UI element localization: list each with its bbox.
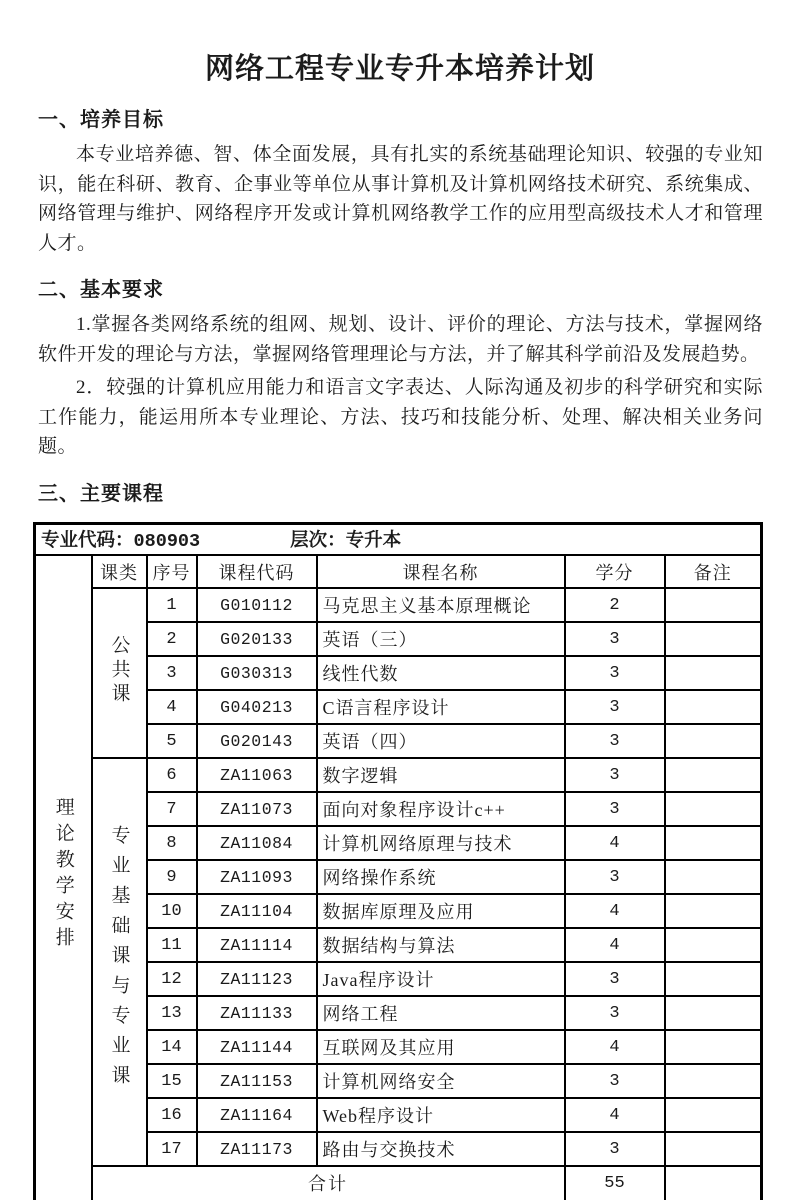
credit-cell: 4 (565, 1030, 665, 1064)
document-title: 网络工程专业专升本培养计划 (204, 53, 595, 85)
note-cell (665, 962, 762, 996)
code-cell: ZA11114 (197, 928, 317, 962)
code-cell: ZA11093 (197, 860, 317, 894)
column-header-code: 课程代码 (197, 555, 317, 588)
seq-cell: 1 (147, 588, 197, 622)
section-heading-objectives: 一、培养目标 (38, 109, 164, 131)
note-cell (665, 622, 762, 656)
course-name-cell: 数据库原理及应用 (317, 894, 565, 928)
seq-cell: 11 (147, 928, 197, 962)
code-cell: ZA11144 (197, 1030, 317, 1064)
code-cell: ZA11073 (197, 792, 317, 826)
column-header-category: 课类 (92, 555, 147, 588)
table-meta-cell (35, 523, 762, 555)
credit-cell: 3 (565, 792, 665, 826)
credit-cell: 3 (565, 758, 665, 792)
section-heading-requirements: 二、基本要求 (38, 279, 164, 301)
level-value: 专升本 (345, 531, 402, 552)
course-name-cell: 网络工程 (317, 996, 565, 1030)
seq-cell: 5 (147, 724, 197, 758)
table-total-row (35, 1166, 762, 1200)
seq-cell: 3 (147, 656, 197, 690)
course-name-cell: 网络操作系统 (317, 860, 565, 894)
code-cell: G010112 (197, 588, 317, 622)
credit-cell: 3 (565, 724, 665, 758)
course-name-cell: 马克思主义基本原理概论 (317, 588, 565, 622)
table-row (35, 758, 762, 792)
code-cell: G020133 (197, 622, 317, 656)
requirement-paragraph-1: 1.掌握各类网络系统的组网、规划、设计、评价的理论、方法与技术，掌握网络软件开发的理论与方法，掌握网络管理理论与方法，并了解其科学前沿及发展趋势。 (38, 314, 763, 365)
course-name-cell: 面向对象程序设计c++ (317, 792, 565, 826)
credit-cell: 3 (565, 962, 665, 996)
credit-cell: 3 (565, 1064, 665, 1098)
note-cell (665, 826, 762, 860)
course-name-cell: C语言程序设计 (317, 690, 565, 724)
seq-cell: 7 (147, 792, 197, 826)
group-label-cell (35, 555, 92, 1200)
seq-cell: 16 (147, 1098, 197, 1132)
note-cell (665, 1098, 762, 1132)
category-label-professional: 专业基础课与专业课 (108, 824, 130, 1095)
column-header-credits: 学分 (565, 555, 665, 588)
seq-cell: 10 (147, 894, 197, 928)
column-header-seq: 序号 (147, 555, 197, 588)
column-header-name: 课程名称 (317, 555, 565, 588)
seq-cell: 4 (147, 690, 197, 724)
code-cell: ZA11084 (197, 826, 317, 860)
credit-cell: 4 (565, 826, 665, 860)
total-label-cell: 合计 (92, 1166, 565, 1200)
note-cell (665, 894, 762, 928)
seq-cell: 8 (147, 826, 197, 860)
category-cell-public (92, 588, 147, 758)
code-cell: ZA11063 (197, 758, 317, 792)
course-name-cell: 互联网及其应用 (317, 1030, 565, 1064)
course-table (33, 522, 763, 1200)
major-code-value: 080903 (133, 531, 201, 553)
code-cell: G020143 (197, 724, 317, 758)
code-cell: ZA11104 (197, 894, 317, 928)
objectives-paragraph: 本专业培养德、智、体全面发展，具有扎实的系统基础理论知识、较强的专业知识，能在科研、教育、企事业等单位从事计算机及计算机网络技术研究、系统集成、网络管理与维护、网络程序开发或计算机网络教学工作的应用型高级技术人才和管理人才。 (38, 144, 763, 254)
code-cell: ZA11133 (197, 996, 317, 1030)
level-label: 层次： (290, 531, 346, 552)
course-name-cell: 路由与交换技术 (317, 1132, 565, 1166)
requirement-paragraph-2: 2．较强的计算机应用能力和语言文字表达、人际沟通及初步的科学研究和实际工作能力，能运用所本专业理论、方法、技巧和技能分析、处理、解决相关业务问题。 (38, 377, 763, 457)
table-header-row (35, 555, 762, 588)
category-cell-professional (92, 758, 147, 1166)
code-cell: ZA11153 (197, 1064, 317, 1098)
code-cell: ZA11173 (197, 1132, 317, 1166)
note-cell (665, 690, 762, 724)
credit-cell: 3 (565, 622, 665, 656)
code-cell: ZA11123 (197, 962, 317, 996)
credit-cell: 3 (565, 656, 665, 690)
note-cell (665, 996, 762, 1030)
major-code-label: 专业代码： (41, 531, 134, 552)
table-meta-row (35, 523, 762, 555)
course-name-cell: 计算机网络安全 (317, 1064, 565, 1098)
course-name-cell: 英语（三） (317, 622, 565, 656)
total-credits-cell: 55 (565, 1166, 665, 1200)
seq-cell: 15 (147, 1064, 197, 1098)
note-cell (665, 656, 762, 690)
code-cell: G030313 (197, 656, 317, 690)
credit-cell: 4 (565, 894, 665, 928)
note-cell (665, 588, 762, 622)
section-heading-courses: 三、主要课程 (38, 482, 164, 505)
credit-cell: 2 (565, 588, 665, 622)
seq-cell: 9 (147, 860, 197, 894)
course-name-cell: 线性代数 (317, 656, 565, 690)
column-header-note: 备注 (665, 555, 762, 588)
course-name-cell: 计算机网络原理与技术 (317, 826, 565, 860)
credit-cell: 3 (565, 996, 665, 1030)
credit-cell: 3 (565, 1132, 665, 1166)
seq-cell: 6 (147, 758, 197, 792)
note-cell (665, 860, 762, 894)
course-name-cell: Java程序设计 (317, 962, 565, 996)
document-body (38, 108, 763, 506)
note-cell (665, 1166, 762, 1200)
note-cell (665, 1132, 762, 1166)
table-row (35, 588, 762, 622)
category-label-public: 公共课 (108, 634, 130, 707)
note-cell (665, 1064, 762, 1098)
course-name-cell: Web程序设计 (317, 1098, 565, 1132)
note-cell (665, 928, 762, 962)
note-cell (665, 724, 762, 758)
course-name-cell: 数字逻辑 (317, 758, 565, 792)
note-cell (665, 1030, 762, 1064)
note-cell (665, 792, 762, 826)
code-cell: ZA11164 (197, 1098, 317, 1132)
note-cell (665, 758, 762, 792)
code-cell: G040213 (197, 690, 317, 724)
credit-cell: 4 (565, 1098, 665, 1132)
seq-cell: 12 (147, 962, 197, 996)
course-name-cell: 英语（四） (317, 724, 565, 758)
seq-cell: 2 (147, 622, 197, 656)
seq-cell: 14 (147, 1030, 197, 1064)
seq-cell: 17 (147, 1132, 197, 1166)
credit-cell: 3 (565, 860, 665, 894)
group-label-text: 理论教学安排 (52, 797, 74, 954)
credit-cell: 4 (565, 928, 665, 962)
credit-cell: 3 (565, 690, 665, 724)
seq-cell: 13 (147, 996, 197, 1030)
course-name-cell: 数据结构与算法 (317, 928, 565, 962)
